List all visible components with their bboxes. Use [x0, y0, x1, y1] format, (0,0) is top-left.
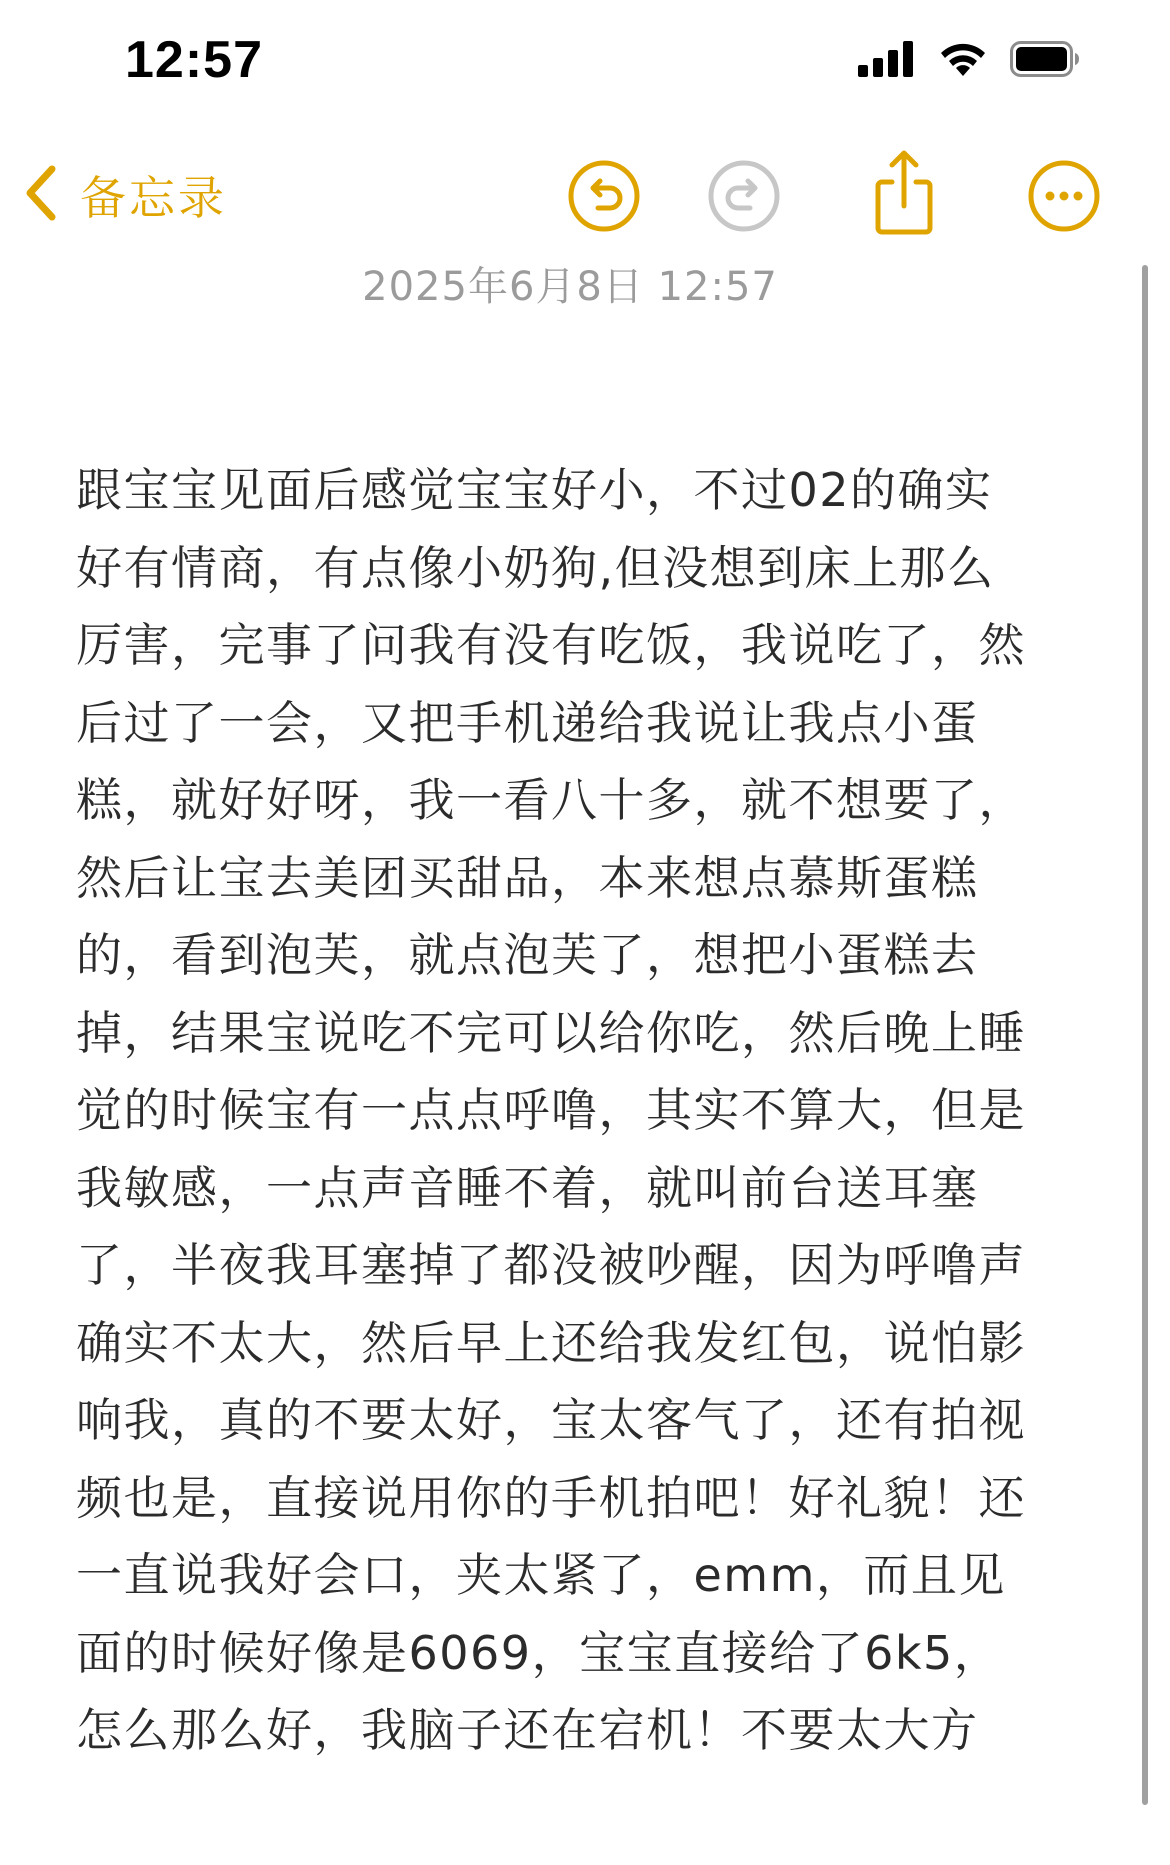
status-time: 12:57: [125, 31, 263, 89]
note-line: 觉的时候宝有一点点呼噜，其实不算大，但是: [76, 1083, 1026, 1137]
note-line: 确实不太大，然后早上还给我发红包，说怕影: [76, 1315, 1026, 1370]
more-button[interactable]: [1026, 158, 1102, 234]
note-line: 我敏感，一点声音睡不着，就叫前台送耳塞: [76, 1160, 979, 1215]
note-line: 了，半夜我耳塞掉了都没被吵醒，因为呼噜声: [76, 1238, 1026, 1292]
chevron-left-icon: [22, 163, 58, 227]
note-line: 后过了一会，又把手机递给我说让我点小蛋: [76, 695, 979, 750]
undo-button[interactable]: [566, 158, 642, 234]
status-icons: [858, 40, 1080, 82]
note-line: 厉害，完事了问我有没有吃饭，我说吃了，然: [76, 618, 1026, 672]
redo-icon: [706, 219, 782, 238]
redo-button[interactable]: [706, 158, 782, 234]
note-date: 2025年6月8日 12:57: [362, 264, 778, 310]
note-body[interactable]: [76, 452, 1076, 1770]
note-line: 响我，真的不要太好，宝太客气了，还有拍视: [76, 1393, 1026, 1447]
scrollbar[interactable]: [1142, 265, 1148, 1805]
note-line: 掉，结果宝说吃不完可以给你吃，然后晚上睡: [76, 1005, 1026, 1060]
cellular-signal-icon: [858, 41, 916, 81]
wifi-icon: [938, 40, 988, 82]
status-bar: [0, 0, 1170, 120]
share-button[interactable]: [866, 148, 942, 238]
note-line: 跟宝宝见面后感觉宝宝好小，不过02的确实: [76, 463, 993, 517]
note-line: 怎么那么好，我脑子还在宕机！不要太大方: [76, 1703, 979, 1757]
note-line: 面的时候好像是6069，宝宝直接给了6k5，: [76, 1625, 1002, 1680]
battery-icon: [1010, 41, 1080, 81]
note-line: 一直说我好会口，夹太紧了，emm，而且见: [76, 1548, 1006, 1602]
note-line: 好有情商，有点像小奶狗,但没想到床上那么: [76, 540, 995, 595]
more-icon: [1026, 219, 1102, 238]
undo-icon: [566, 219, 642, 238]
share-icon: [866, 223, 942, 242]
note-line: 的，看到泡芙，就点泡芙了，想把小蛋糕去: [76, 928, 979, 982]
back-button[interactable]: [22, 160, 227, 230]
back-label: 备忘录: [80, 171, 227, 225]
nav-bar: [0, 140, 1170, 250]
note-line: 频也是，直接说用你的手机拍吧！好礼貌！还: [76, 1470, 1026, 1525]
note-line: 糕，就好好呀，我一看八十多，就不想要了，: [76, 773, 1026, 827]
note-line: 然后让宝去美团买甜品，本来想点慕斯蛋糕: [76, 850, 979, 905]
